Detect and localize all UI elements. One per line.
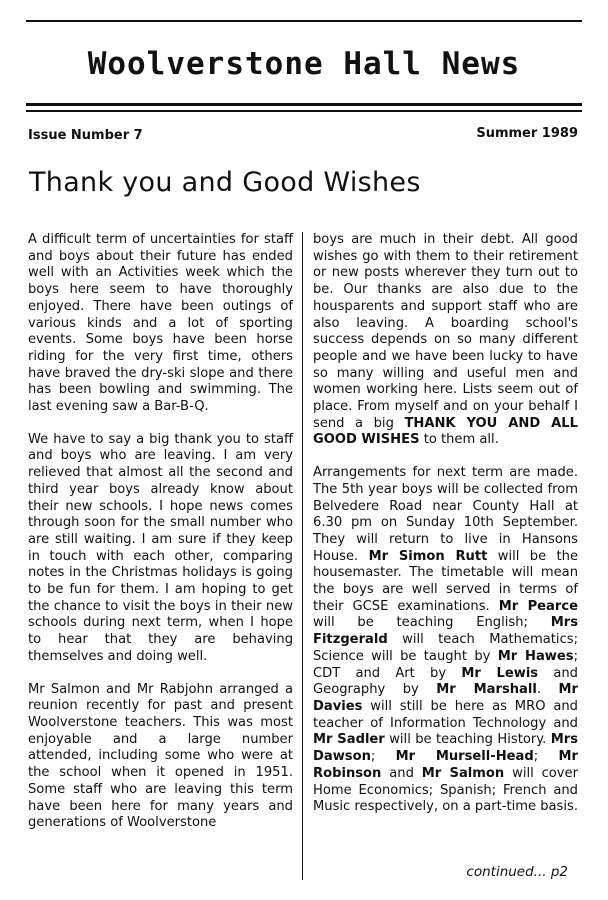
text-span: . bbox=[536, 682, 542, 698]
staff-name: Mr Robinson bbox=[313, 749, 578, 781]
staff-name: Mr Marshall bbox=[436, 682, 537, 698]
article-column-left bbox=[28, 232, 293, 848]
text-span: Arrangements for next term are made. The 5th year boys will be collected from Belvedere Road near County Hall at 6.30 pm on Sunday 10th September. They will return to live in Hansons House. bbox=[313, 465, 578, 564]
text-span: will teach Mathematics; Science will be taught by bbox=[313, 632, 579, 664]
staff-name: Mrs Dawson bbox=[313, 732, 578, 765]
text-span: to them all. bbox=[423, 432, 499, 448]
text-span: boys are much in their debt. All good wishes go with them to their retirement or new posts wherever they turn out to be. Our thanks are also due to the housparents and support staff who are also leaving. A boarding school's success depends on so many different people and we have been lucky to have so many willing and useful men and women working here. Lists seem out of place. From myself and on your behalf I send a big bbox=[313, 232, 578, 431]
staff-name: Mr Simon Rutt bbox=[368, 548, 488, 564]
text-span: ; bbox=[533, 749, 539, 765]
article-column-right bbox=[313, 232, 578, 832]
paragraph-arrangements bbox=[313, 465, 578, 816]
staff-name: Mr Davies bbox=[313, 682, 579, 714]
text-span: will be teaching History. bbox=[389, 732, 547, 748]
text-span: and Geography by bbox=[313, 665, 578, 698]
paragraph-activities: A difficult term of uncertainties for staff and boys about their future has ended well with an Activities week which the boys here seem to have thoroughly enjoyed. There have been outings of various kinds and a lot of sporting events. Some boys have been horse riding for the very first time, others have braved the dry-ski slope and there has been bowling and swimming. The last evening saw a Bar-B-Q. bbox=[28, 232, 293, 415]
staff-name: Mr Lewis bbox=[461, 665, 539, 681]
staff-name: Mr Salmon bbox=[421, 765, 505, 781]
text-span: will cover Home Economics; Spanish; French and Music respectively, on a part-time basis. bbox=[313, 765, 579, 815]
text-span: will still be here as MRO and teacher of Information Technology and bbox=[313, 698, 578, 731]
text-span: will be teaching English; bbox=[313, 615, 528, 631]
article-headline: Thank you and Good Wishes bbox=[29, 167, 421, 198]
masthead-title: Woolverstone Hall News bbox=[87, 46, 521, 82]
text-span: ; bbox=[370, 749, 376, 765]
staff-name: Mr Mursell-Head bbox=[395, 749, 534, 765]
masthead-rule-thin bbox=[26, 110, 582, 112]
paragraph-debt bbox=[313, 232, 578, 449]
masthead-rule-thick bbox=[26, 103, 582, 106]
text-span: ; CDT and Art by bbox=[313, 648, 578, 681]
bold-thanks: THANK YOU AND ALL GOOD WISHES bbox=[313, 415, 578, 448]
issue-season: Summer 1989 bbox=[476, 126, 578, 141]
staff-name: Mr Sadler bbox=[313, 732, 385, 748]
staff-name: Mr Hawes bbox=[497, 648, 574, 664]
issue-number: Issue Number 7 bbox=[28, 128, 143, 143]
masthead-top-rule bbox=[26, 20, 582, 22]
paragraph-thank-you: We have to say a big thank you to staff and boys who are leaving. I am very relieved that almost all the second and third year boys already know about their new schools. I hope news comes through soon for the small number who are still waiting. I am sure if they keep in touch with each other, comparing notes in the Christmas holidays is going to be fun for them. I am hoping to get the chance to visit the boys in their new schools during next term, when I hope to hear that they are behaving themselves and doing well. bbox=[28, 431, 293, 664]
text-span: will be the housemaster. The timetable will mean the boys are well served in terms of their GCSE examinations. bbox=[313, 548, 578, 614]
continued-note: continued... p2 bbox=[466, 864, 568, 880]
staff-name: Mr Pearce bbox=[498, 598, 578, 614]
staff-name: Mrs Fitzgerald bbox=[313, 615, 578, 648]
column-divider bbox=[302, 232, 303, 880]
paragraph-reunion: Mr Salmon and Mr Rabjohn arranged a reunion recently for past and present Woolverstone teachers. This was most enjoyable and a large number attended, including some who were at the school when it opened in 1951. Some staff who are leaving this term have been here for many years and generations of Woolverstone bbox=[28, 681, 293, 831]
text-span: and bbox=[389, 765, 414, 781]
